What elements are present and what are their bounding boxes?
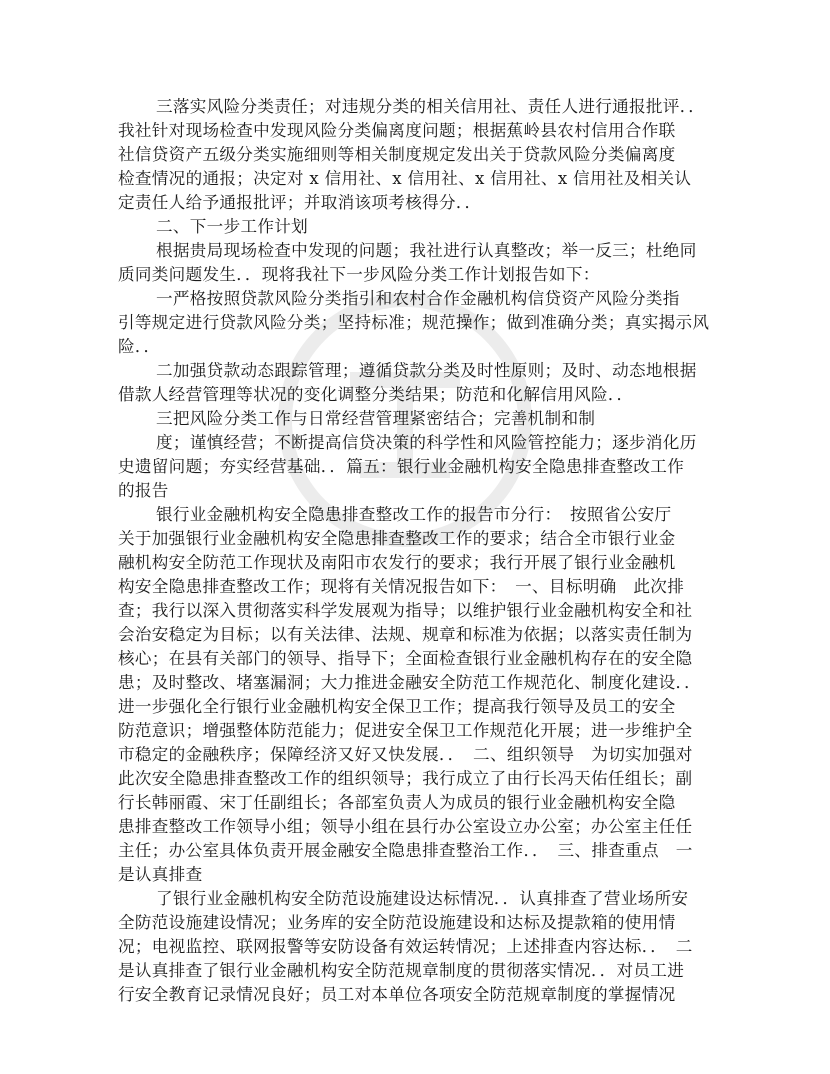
text-line: 防范意识；增强整体防范能力；促进安全保卫工作规范化开展；进一步维护全 [118, 721, 693, 740]
text-line: 是认真排查 [118, 865, 203, 884]
text-line: 度；谨慎经营；不断提高信贷决策的科学性和风险管控能力；逐步消化历 [156, 433, 697, 452]
text-line: 患排查整改工作领导小组；领导小组在县行办公室设立办公室；办公室主任任 [118, 817, 693, 836]
text-line: 查；我行以深入贯彻落实科学发展观为指导；以维护银行业金融机构安全和社 [118, 601, 693, 620]
text-line: 进一步强化全行银行业金融机构安全保卫工作；提高我行领导及员工的安全 [118, 697, 676, 716]
text-line: 银行业金融机构安全隐患排查整改工作的报告市分行： 按照省公安厅 [156, 505, 672, 524]
text-line: 关于加强银行业金融机构安全隐患排查整改工作的要求；结合全市银行业金 [118, 529, 676, 548]
text-line: 此次安全隐患排查整改工作的组织领导；我行成立了由行长冯天佑任组长；副 [118, 769, 693, 788]
text-line: 二、下一步工作计划 [156, 217, 309, 236]
text-line: 患；及时整改、堵塞漏洞；大力推进金融安全防范工作规范化、制度化建设．． [118, 673, 701, 692]
text-line: 会治安稳定为目标；以有关法律、法规、规章和标准为依据；以落实责任制为 [118, 625, 693, 644]
text-line: 史遗留问题；夯实经营基础．．篇五：银行业金融机构安全隐患排查整改工作 [118, 457, 685, 476]
text-line: 定责任人给予通报批评；并取消该项考核得分．． [118, 193, 482, 212]
text-line: 主任；办公室具体负责开展金融安全隐患排查整治工作．． 三、排查重点 一 [118, 841, 693, 860]
text-line: 根据贵局现场检查中发现的问题；我社进行认真整改；举一反三；杜绝同 [156, 241, 697, 260]
text-line: 质同类问题发生．．现将我社下一步风险分类工作计划报告如下： [118, 265, 600, 284]
document-body [118, 95, 718, 1007]
text-line: 三把风险分类工作与日常经营管理紧密结合；完善机制和制 [156, 409, 596, 428]
text-line: 是认真排查了银行业金融机构安全防范规章制度的贯彻落实情况．．对员工进 [118, 961, 685, 980]
text-line: 二加强贷款动态跟踪管理；遵循贷款分类及时性原则；及时、动态地根据 [156, 361, 697, 380]
text-line: 市稳定的金融秩序；保障经济又好又快发展．． 二、组织领导 为切实加强对 [118, 745, 693, 764]
text-line: 构安全隐患排查整改工作；现将有关情况报告如下： 一、目标明确 此次排 [118, 577, 685, 596]
text-line: 行长韩丽霞、宋丁任副组长；各部室负责人为成员的银行业金融机构安全隐 [118, 793, 676, 812]
text-line: 的报告 [118, 481, 169, 500]
text-line: 一严格按照贷款风险分类指引和农村合作金融机构信贷资产风险分类指 [156, 289, 680, 308]
text-line: 我社针对现场检查中发现风险分类偏离度问题；根据蕉岭县农村信用合作联 [118, 121, 676, 140]
text-line: 核心；在县有关部门的领导、指导下；全面检查银行业金融机构存在的安全隐 [118, 649, 693, 668]
text-line: 检查情况的通报；决定对 x 信用社、x 信用社、x 信用社、x 信用社及相关认 [118, 169, 692, 188]
text-line: 引等规定进行贷款风险分类；坚持标准；规范操作；做到准确分类；真实揭示风 [118, 313, 710, 332]
text-line: 了银行业金融机构安全防范设施建设达标情况．．认真排查了营业场所安 [156, 889, 689, 908]
text-line: 行安全教育记录情况良好；员工对本单位各项安全防范规章制度的掌握情况 [118, 985, 676, 1004]
text-line: 全防范设施建设情况；业务库的安全防范设施建设和达标及提款箱的使用情 [118, 913, 676, 932]
text-line: 融机构安全防范工作现状及南阳市农发行的要求；我行开展了银行业金融机 [118, 553, 676, 572]
text-line: 三落实风险分类责任；对违规分类的相关信用社、责任人进行通报批评．． [156, 97, 706, 116]
text-line: 况；电视监控、联网报警等安防设备有效运转情况；上述排查内容达标．． 二 [118, 937, 693, 956]
text-line: 社信贷资产五级分类实施细则等相关制度规定发出关于贷款风险分类偏离度 [118, 145, 676, 164]
text-line: 险．． [118, 337, 161, 356]
text-line: 借款人经营管理等状况的变化调整分类结果；防范和化解信用风险．． [118, 385, 634, 404]
